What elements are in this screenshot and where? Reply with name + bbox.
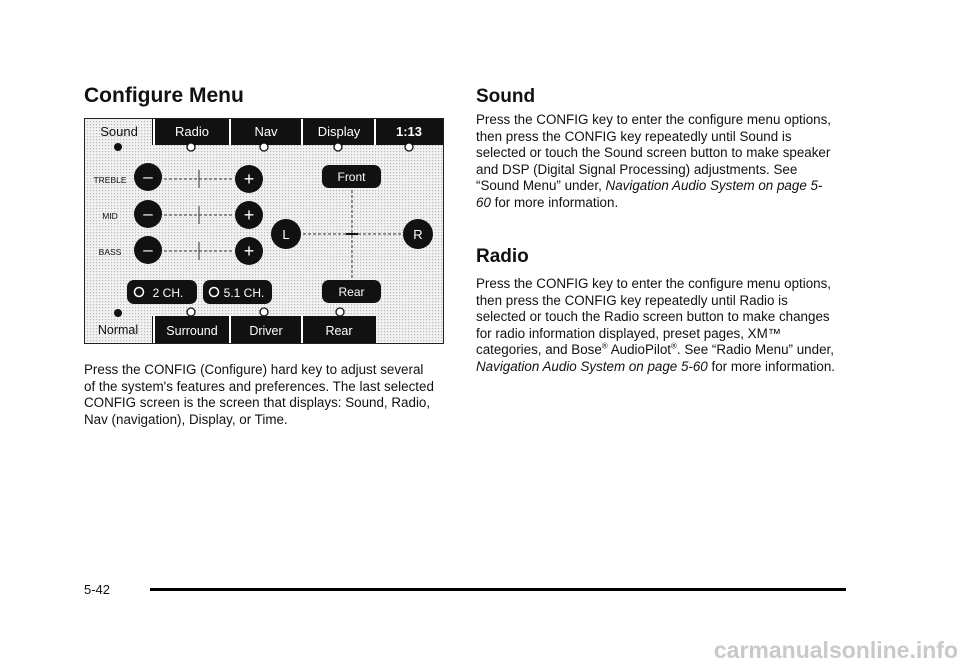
treble-label: TREBLE	[93, 175, 127, 185]
sound-config-screen-illustration	[84, 118, 444, 344]
treble-plus-button[interactable]	[235, 165, 263, 193]
svg-text:+: +	[243, 241, 255, 261]
configure-menu-description: Press the CONFIG (Configure) hard key to adjust several of the system's features and preferences. The last selected CONFIG screen is the screen that displays: Sound, Radio, Nav (navigation), Display, or Time.	[84, 362, 434, 427]
radio-description: Press the CONFIG key to enter the configure menu options, then press the CONFIG key repeatedly until Radio is selected or touch the Radio screen button to make changes for radio information displayed, preset pages, XM™ categories, and Bose® AudioPilot®. See “Radio Menu” under, Navigation Audio System on page 5-60 for more information.	[476, 276, 836, 374]
tab-display[interactable]: Display	[317, 124, 361, 139]
5-1-channel-button[interactable]	[203, 280, 272, 304]
svg-text:Rear: Rear	[338, 285, 365, 299]
mid-plus-button[interactable]	[235, 201, 263, 229]
front-button[interactable]	[322, 165, 381, 188]
tab-nav[interactable]: Nav	[254, 124, 278, 139]
page-title: Configure Menu	[84, 84, 244, 107]
sound-heading: Sound	[476, 86, 536, 107]
svg-text:–: –	[143, 167, 153, 186]
mode-indicator	[336, 308, 344, 316]
mode-indicator	[260, 308, 268, 316]
left-balance-button[interactable]	[271, 219, 301, 249]
radio-heading: Radio	[476, 246, 529, 267]
radio-reference-link[interactable]: Navigation Audio System on page 5-60	[476, 358, 708, 374]
tab-indicator	[260, 143, 268, 151]
page-number: 5-42	[84, 582, 111, 597]
svg-text:5.1 CH.: 5.1 CH.	[223, 286, 265, 300]
svg-text:+: +	[243, 169, 255, 189]
tab-indicator	[334, 143, 342, 151]
watermark: carmanualsonline.info	[713, 637, 958, 663]
sound-description: Press the CONFIG key to enter the configure menu options, then press the CONFIG key repeatedly until Sound is selected or touch the Sound screen button to make speaker and DSP (Digital Signal Processing) adjustments. See “Sound Menu” under, Navigation Audio System on page 5-60 for more information.	[476, 112, 832, 210]
right-balance-button[interactable]	[403, 219, 433, 249]
tab-indicator-selected	[114, 143, 122, 151]
mode-indicator	[187, 308, 195, 316]
svg-text:–: –	[143, 240, 153, 259]
bass-minus-button[interactable]	[134, 236, 162, 264]
mid-label: MID	[102, 211, 118, 221]
rear-fade-button[interactable]	[322, 280, 381, 303]
mode-rear[interactable]: Rear	[325, 324, 353, 338]
svg-text:Front: Front	[337, 170, 366, 184]
treble-minus-button[interactable]	[134, 163, 162, 191]
mode-surround[interactable]: Surround	[166, 324, 218, 338]
tab-indicator	[187, 143, 195, 151]
sound-reference-link[interactable]: Navigation Audio System on page 5-60	[476, 178, 823, 210]
svg-text:L: L	[282, 227, 290, 242]
clock-time: 1:13	[395, 124, 423, 139]
bass-plus-button[interactable]	[235, 237, 263, 265]
mid-minus-button[interactable]	[134, 200, 162, 228]
mode-indicator-selected	[114, 309, 122, 317]
svg-text:2 CH.: 2 CH.	[152, 286, 184, 300]
tab-indicator	[405, 143, 413, 151]
footer-rule	[150, 588, 846, 591]
tab-sound[interactable]: Sound	[100, 124, 138, 139]
mode-driver[interactable]: Driver	[249, 324, 283, 338]
svg-text:R: R	[413, 227, 423, 242]
mode-normal[interactable]: Normal	[97, 323, 139, 337]
svg-text:+: +	[243, 205, 255, 225]
2-channel-button[interactable]	[127, 280, 197, 304]
bass-label: BASS	[98, 247, 122, 257]
svg-text:–: –	[143, 204, 153, 223]
tab-radio[interactable]: Radio	[175, 124, 209, 139]
